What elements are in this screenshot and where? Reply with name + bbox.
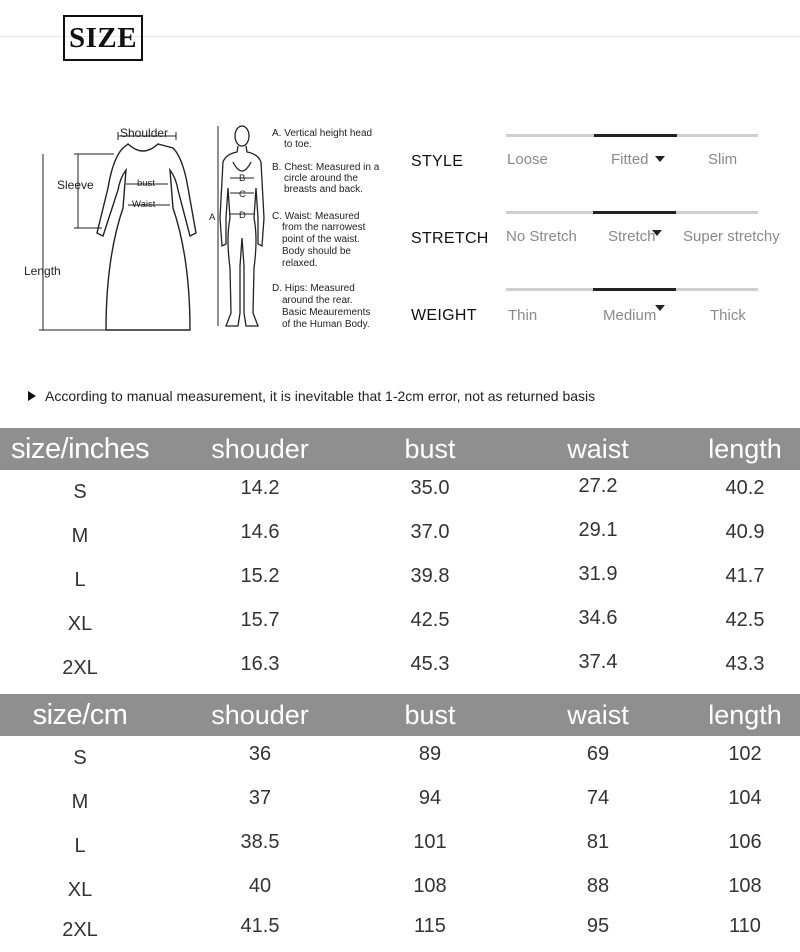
dress-dimension-lines (39, 132, 176, 330)
cell-length: 40.9 (725, 521, 765, 543)
cell-shoulder: 38.5 (240, 831, 280, 853)
note-a-line-1: A. Vertical height head (272, 128, 373, 139)
cell-shoulder: 41.5 (240, 915, 280, 937)
cell-length: 43.3 (725, 653, 765, 675)
cell-length: 106 (728, 831, 762, 853)
cell-size: 2XL (62, 657, 98, 679)
bust-label: bust (137, 178, 155, 189)
table-row (0, 558, 800, 602)
cell-length: 108 (728, 875, 762, 897)
cell-length: 110 (729, 915, 761, 937)
stretch-segment-stretch (593, 211, 676, 214)
cell-waist: 31.9 (578, 563, 618, 585)
table-header (0, 694, 800, 736)
cell-bust: 101 (413, 831, 447, 853)
weight-scale (411, 288, 800, 328)
size-title: SIZE (68, 21, 138, 54)
play-triangle-icon (28, 391, 36, 401)
cell-shoulder: 37 (248, 787, 272, 809)
cell-length: 104 (728, 787, 762, 809)
style-option-slim: Slim (708, 151, 738, 168)
header-bust: bust (404, 700, 456, 730)
table-row (0, 824, 800, 868)
cell-size: XL (67, 879, 93, 901)
shoulder-label: Shoulder (120, 126, 169, 140)
cell-waist: 69 (586, 743, 610, 765)
sleeve-label: Sleeve (57, 178, 94, 192)
weight-segment-medium (593, 288, 676, 291)
cell-bust: 108 (413, 875, 447, 897)
stretch-selected-caret-icon (652, 230, 662, 236)
note-d-line-2: around the rear. (282, 295, 353, 306)
style-option-fitted: Fitted (611, 151, 649, 168)
note-d-line-1: D. Hips: Measured (272, 283, 355, 294)
header-length: length (708, 700, 782, 730)
note-d-line-4: of the Human Body. (282, 319, 370, 330)
cell-waist: 34.6 (578, 607, 618, 629)
cell-length: 40.2 (725, 477, 765, 499)
table-row (0, 908, 800, 952)
cell-size: 2XL (62, 919, 98, 941)
note-b-line-2: circle around the (284, 173, 358, 184)
cell-bust: 45.3 (410, 653, 450, 675)
cell-waist: 29.1 (578, 519, 618, 541)
note-c-line-5: relaxed. (282, 258, 318, 269)
cell-bust: 35.0 (410, 477, 450, 499)
cell-waist: 88 (586, 875, 610, 897)
cell-size: M (71, 525, 89, 547)
stretch-segment-none (506, 211, 593, 214)
stretch-label: STRETCH (411, 230, 489, 247)
header-shoulder: shouder (211, 434, 309, 464)
cell-bust: 89 (418, 743, 442, 765)
weight-option-medium: Medium (603, 307, 657, 324)
mark-a: A (209, 212, 216, 223)
note-c-line-2: from the narrowest (282, 222, 366, 233)
stretch-scale (411, 211, 800, 251)
note-c-line-1: C. Waist: Measured (272, 211, 360, 222)
cell-shoulder: 14.2 (240, 477, 280, 499)
cell-waist: 95 (586, 915, 610, 937)
style-label: STYLE (411, 153, 464, 170)
table-row (0, 646, 800, 690)
cell-shoulder: 36 (248, 743, 272, 765)
header-length: length (708, 434, 782, 464)
stretch-option-super: Super stretchy (683, 228, 780, 245)
weight-selected-caret-icon (655, 305, 665, 311)
cell-bust: 94 (418, 787, 442, 809)
cell-shoulder: 40 (248, 875, 272, 897)
cell-size: S (73, 747, 87, 769)
cell-size: XL (67, 613, 93, 635)
body-dimension-lines (218, 126, 254, 326)
header-size: size/inches (11, 433, 149, 465)
note-c-line-4: Body should be (282, 246, 351, 257)
body-outline (220, 126, 264, 326)
cell-waist: 81 (586, 831, 610, 853)
stretch-option-stretch: Stretch (608, 228, 656, 245)
dress-outline (97, 144, 196, 330)
size-title-box (63, 15, 143, 61)
cell-waist: 27.2 (578, 475, 618, 497)
stretch-segment-super (676, 211, 758, 214)
note-a-line-2: to toe. (284, 139, 312, 150)
waist-label: Waist (132, 199, 156, 210)
length-label: Length (24, 264, 61, 278)
measurement-diagram (18, 118, 388, 340)
style-selected-caret-icon (655, 156, 665, 162)
cell-bust: 115 (414, 915, 446, 937)
mark-b: B (239, 173, 246, 184)
weight-option-thick: Thick (710, 307, 746, 324)
cell-length: 42.5 (725, 609, 765, 631)
style-segment-fitted (594, 134, 677, 137)
cell-size: L (74, 569, 86, 591)
note-d-line-3: Basic Meaurements (282, 307, 371, 318)
weight-label: WEIGHT (411, 307, 477, 324)
header-waist: waist (567, 434, 629, 464)
cell-waist: 74 (586, 787, 610, 809)
weight-option-thin: Thin (508, 307, 538, 324)
table-row (0, 602, 800, 646)
cell-shoulder: 15.7 (240, 609, 280, 631)
cell-bust: 42.5 (410, 609, 450, 631)
mark-c: C (239, 189, 246, 200)
weight-segment-thick (676, 288, 758, 291)
cell-shoulder: 14.6 (240, 521, 280, 543)
measurement-note-text: According to manual measurement, it is inevitable that 1-2cm error, not as returned basis (45, 388, 596, 404)
cell-length: 41.7 (725, 565, 765, 587)
table-header (0, 428, 800, 470)
header-waist: waist (567, 700, 629, 730)
weight-segment-thin (506, 288, 593, 291)
cell-size: L (74, 835, 86, 857)
cell-shoulder: 16.3 (240, 653, 280, 675)
style-option-loose: Loose (507, 151, 548, 168)
cell-bust: 39.8 (410, 565, 450, 587)
cell-length: 102 (728, 743, 762, 765)
cell-waist: 37.4 (578, 651, 618, 673)
note-c-line-3: point of the waist. (282, 234, 360, 245)
style-scale (411, 134, 800, 174)
stretch-option-none: No Stretch (506, 228, 577, 245)
style-segment-slim (677, 134, 758, 137)
measurement-note (28, 388, 595, 404)
mark-d: D (239, 210, 246, 221)
table-row (0, 514, 800, 558)
table-row (0, 736, 800, 780)
cell-bust: 37.0 (410, 521, 450, 543)
table-row (0, 780, 800, 824)
cell-size: M (71, 791, 89, 813)
header-shoulder: shouder (211, 700, 309, 730)
note-b-line-1: B. Chest: Measured in a (272, 162, 380, 173)
cell-size: S (73, 481, 87, 503)
header-bust: bust (404, 434, 456, 464)
style-segment-loose (506, 134, 594, 137)
note-b-line-3: breasts and back. (284, 184, 363, 195)
cell-shoulder: 15.2 (240, 565, 280, 587)
header-size: size/cm (32, 699, 128, 731)
table-row (0, 470, 800, 514)
